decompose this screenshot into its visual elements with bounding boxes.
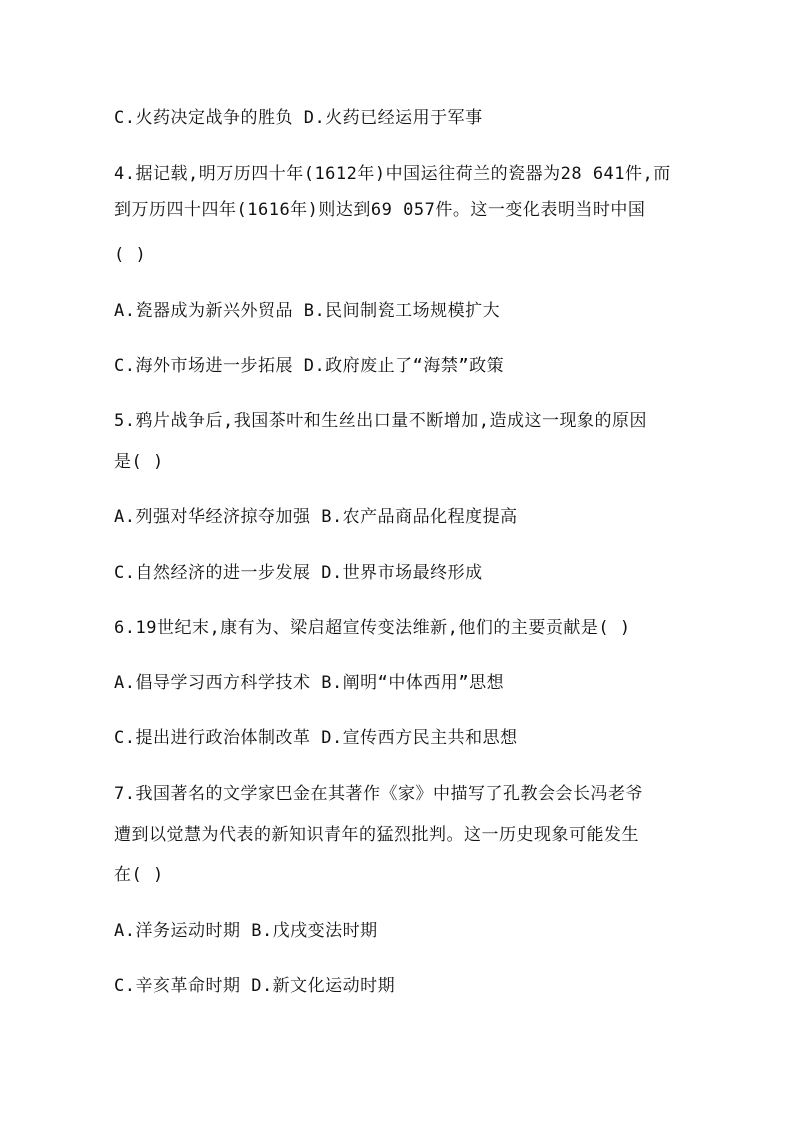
- q4-stem-line2: 到万历四十四年(1616年)则达到69 057件。这一变化表明当时中国: [114, 200, 646, 220]
- q5-stem-line2: 是( ): [114, 452, 164, 472]
- q4-options-ab: A.瓷器成为新兴外贸品 B.民间制瓷工场规模扩大: [114, 301, 501, 321]
- q7-stem-line2: 遭到以觉慧为代表的新知识青年的猛烈批判。这一历史现象可能发生: [114, 825, 639, 845]
- q7-options-cd: C.辛亥革命时期 D.新文化运动时期: [114, 976, 396, 996]
- q6-stem: 6.19世纪末,康有为、梁启超宣传变法维新,他们的主要贡献是( ): [114, 618, 631, 638]
- q6-options-ab: A.倡导学习西方科学技术 B.阐明“中体西用”思想: [114, 673, 505, 693]
- q7-stem-line3: 在( ): [114, 865, 164, 885]
- q7-options-ab: A.洋务运动时期 B.戊戌变法时期: [114, 921, 378, 941]
- q4-options-cd: C.海外市场进一步拓展 D.政府废止了“海禁”政策: [114, 356, 505, 376]
- q3-options-cd: C.火药决定战争的胜负 D.火药已经运用于军事: [114, 108, 483, 128]
- q5-options-cd: C.自然经济的进一步发展 D.世界市场最终形成: [114, 563, 483, 583]
- q5-stem-line1: 5.鸦片战争后,我国茶叶和生丝出口量不断增加,造成这一现象的原因: [114, 411, 647, 431]
- q4-answer-blank: ( ): [114, 245, 147, 265]
- q5-options-ab: A.列强对华经济掠夺加强 B.农产品商品化程度提高: [114, 507, 518, 527]
- q7-stem-line1: 7.我国著名的文学家巴金在其著作《家》中描写了孔教会会长冯老爷: [114, 784, 643, 804]
- q6-options-cd: C.提出进行政治体制改革 D.宣传西方民主共和思想: [114, 728, 518, 748]
- q4-stem-line1: 4.据记载,明万历四十年(1612年)中国运往荷兰的瓷器为28 641件,而: [114, 164, 671, 184]
